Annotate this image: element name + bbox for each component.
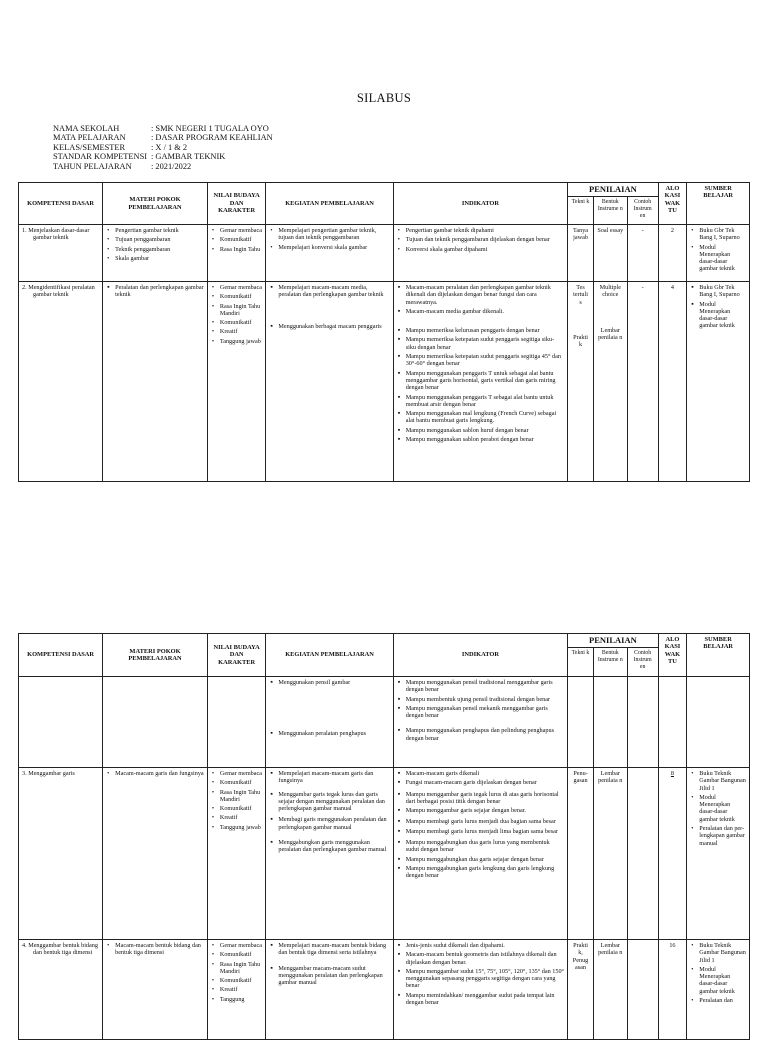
header-kegiatan: KEGIATAN PEMBELAJARAN bbox=[266, 183, 393, 225]
list-item: • Rasa Ingin Tahu Mandiri bbox=[220, 303, 263, 318]
list-item: • Pengertian gambar teknik dipahami bbox=[406, 227, 565, 234]
bentuk-cell: Multiple choice bbox=[599, 284, 621, 299]
list-item: • Gemar membaca bbox=[220, 227, 263, 234]
header-alokasi: ALO KASI WAK TU bbox=[658, 183, 687, 225]
list-item: ▪ Fungsi macam-macam garis dijelaskan dengan benar bbox=[406, 779, 565, 786]
list-item: ▪ Mampu memindahkan/ menggambar sudut pada tempat lain dengan benar bbox=[406, 992, 565, 1007]
table-row bbox=[19, 677, 750, 768]
list-item: ▪ Mampu menggunakan penggaris T sebagai alat bantu untuk membuat arsir dengan benar bbox=[406, 394, 565, 409]
list-item: • Tujuan penggambaran bbox=[115, 236, 204, 243]
info-key: KELAS/SEMESTER bbox=[53, 142, 126, 152]
list-item: • Komunikatif bbox=[220, 951, 263, 958]
list-item: • Komunikatif bbox=[220, 779, 263, 786]
list-item: • Teknik penggambaran bbox=[115, 246, 204, 253]
list-item: • Buku Teknik Gambar Bangunan Jilid 1 bbox=[699, 770, 746, 792]
list-item: • Tanggung jawab bbox=[220, 338, 263, 345]
kompetensi-text: 4. Menggambar bentuk bidang dan bentuk tiga dimensi bbox=[22, 942, 98, 957]
alokasi-cell: 2 bbox=[658, 225, 687, 282]
list-item: • Rasa Ingin Tahu bbox=[220, 246, 263, 253]
list-item: ▪ Buku Gbr Tek Bang I, Suparno bbox=[699, 284, 746, 299]
table-row bbox=[19, 225, 750, 282]
header-contoh: Contoh Instrum en bbox=[627, 648, 658, 677]
info-row bbox=[53, 162, 273, 171]
header-kompetensi: KOMPETENSI DASAR bbox=[19, 634, 103, 677]
header-materi: MATERI POKOK PEMBELAJARAN bbox=[103, 183, 208, 225]
table-row bbox=[19, 940, 750, 1040]
contoh-cell: - bbox=[627, 282, 658, 482]
alokasi-cell: 16 bbox=[658, 940, 687, 1040]
syllabus-table-page-2 bbox=[18, 633, 750, 1040]
list-item: ▪ Menggunakan peralatan penghapus bbox=[278, 730, 389, 737]
info-value: : GAMBAR TEKNIK bbox=[151, 152, 226, 162]
list-item: • Kreatif bbox=[220, 814, 263, 821]
header-penilaian: PENILAIAN bbox=[568, 634, 658, 648]
list-item: ▪ Menggunakan pensil gambar bbox=[278, 679, 389, 686]
list-item: ▪ Mampu memeriksa ketepatan sudut penggaris segitiga siku-siku dengan benar bbox=[406, 336, 565, 351]
list-item: ▪ Mampu menggambar garis tegak lurus di atas garis horisontal dari berbagai posisi titik dengan benar bbox=[406, 791, 565, 806]
list-item: • Konversi skala gambar dipahami bbox=[406, 246, 565, 253]
info-key: TAHUN PELAJARAN bbox=[53, 161, 132, 171]
info-row bbox=[53, 133, 273, 142]
list-item: ▪ Mampu menggabungkan dua garis sejajar dengan benar bbox=[406, 856, 565, 863]
list-item: ▪ Mampu memeriksa kelurusan penggaris dengan benar bbox=[406, 327, 565, 334]
list-item: • Mempelajari pengertian gambar teknik, tujuan dan teknik penggambaran bbox=[278, 227, 389, 242]
list-item: ▪ Mampu menggunakan sablon huruf dengan benar bbox=[406, 427, 565, 434]
kompetensi-text: 3. Menggambar garis bbox=[22, 770, 75, 777]
table-row bbox=[19, 768, 750, 940]
list-item: ▪ Mampu membagi garis lurus menjadi lima bagian sama besar bbox=[406, 828, 565, 835]
header-kompetensi: KOMPETENSI DASAR bbox=[19, 183, 103, 225]
list-item: ▪ Jenis-jenis sudut dikenali dan dipahami. bbox=[406, 942, 565, 949]
header-materi: MATERI POKOK PEMBELAJARAN bbox=[103, 634, 208, 677]
list-item: ▪ Mempelajari macam-macam media, peralatan dan perlengkapan gambar teknik bbox=[278, 284, 389, 299]
header-bentuk: Bentuk Instrume n bbox=[593, 197, 627, 225]
alokasi-cell: 4 bbox=[658, 282, 687, 482]
teknik-cell: Tanya jawab bbox=[568, 225, 594, 282]
list-item: • Modul Menerapkan dasar-dasar gambar teknik bbox=[699, 244, 746, 273]
list-item: • Peralatan dan per-lengkapan gambar manual bbox=[699, 825, 746, 847]
list-item: ▪ Mampu menggunakan pensil tradisional menggambar garis dengan benar bbox=[406, 679, 565, 694]
info-row bbox=[53, 124, 273, 133]
info-value: : SMK NEGERI 1 TUGALA OYO bbox=[151, 124, 269, 133]
list-item: ▪ Mampu memeriksa ketepatan sudut penggaris segitiga 45° dan 30°-60° dengan benar bbox=[406, 353, 565, 368]
header-contoh: Contoh Instrum en bbox=[627, 197, 658, 225]
header-indikator: INDIKATOR bbox=[393, 183, 568, 225]
list-item: • Kreatif bbox=[220, 328, 263, 335]
contoh-cell: - bbox=[627, 225, 658, 282]
header-nilai: NILAI BUDAYA DAN KARAKTER bbox=[207, 634, 266, 677]
list-item: ▪ Menggabungkan garis menggunakan peralatan dan perlengkapan gambar manual bbox=[278, 839, 389, 854]
school-info bbox=[53, 124, 273, 171]
bentuk-cell: Lembar penilaia n bbox=[593, 940, 627, 1040]
list-item: ▪ Mampu membentuk ujung pensil tradisional dengan benar bbox=[406, 696, 565, 703]
header-teknik: Tekni k bbox=[568, 197, 594, 225]
info-row bbox=[53, 152, 273, 161]
list-item: ▪ Mampu menggabungkan dua garis lurus yang membentuk sudut dengan benar bbox=[406, 839, 565, 854]
list-item: • Komunikatif bbox=[220, 805, 263, 812]
list-item: ▪ Macam-macam garis dikenali bbox=[406, 770, 565, 777]
list-item: • Rasa Ingin Tahu Mandiri bbox=[220, 789, 263, 804]
list-item: • Tanggung jawab bbox=[220, 824, 263, 831]
header-sumber: SUMBER BELAJAR bbox=[687, 183, 750, 225]
list-item: • Buku Teknik Gambar Bangunan Jilid 1 bbox=[699, 942, 746, 964]
list-item: ▪ Mampu menggabungkan garis lengkung dan garis lengkung dengan benar bbox=[406, 865, 565, 880]
list-item: ▪ Mampu menggunakan penggaris T untuk sebagai alat bantu menggambar garis horisontal, garis vertikal dan garis miring dengan benar bbox=[406, 370, 565, 392]
info-key: MATA PELAJARAN bbox=[53, 133, 126, 143]
list-item: ▪ Mampu menggambar garis sejajar dengan benar. bbox=[406, 807, 565, 814]
list-item: • Komunikatif bbox=[220, 236, 263, 243]
list-item: ▪ Mampu menggunakan pensil mekanik menggambar garis dengan benar bbox=[406, 705, 565, 720]
list-item: • Buku Gbr Tek Bang I, Suparno bbox=[699, 227, 746, 242]
list-item: ▪ Macam-macam peralatan dan perlengkapan gambar teknik dikenali dan dijelaskan dengan benar fungsi dan cara merawatnya. bbox=[406, 284, 565, 306]
header-kegiatan: KEGIATAN PEMBELAJARAN bbox=[266, 634, 393, 677]
list-item: • Komunikatif bbox=[220, 319, 263, 326]
info-key: STANDAR KOMPETENSI bbox=[53, 152, 148, 162]
alokasi-cell: 8 bbox=[658, 768, 687, 940]
info-row bbox=[53, 143, 273, 152]
list-item: • Tanggung bbox=[220, 996, 263, 1003]
page-title: SILABUS bbox=[356, 91, 412, 105]
list-item: • Gemar membaca bbox=[220, 284, 263, 291]
list-item: • Macam-macam bentuk bidang dan bentuk tiga dimensi bbox=[115, 942, 204, 957]
list-item: • Komunikatif bbox=[220, 977, 263, 984]
list-item: • Mempelajari konversi skala gambar bbox=[278, 244, 389, 251]
list-item: ▪ Mampu membagi garis lurus menjadi dua bagian sama besar bbox=[406, 818, 565, 825]
header-indikator: INDIKATOR bbox=[393, 634, 568, 677]
list-item: • Modul Menerapkan dasar-dasar gambar teknik bbox=[699, 794, 746, 823]
list-item: • Gemar membaca bbox=[220, 942, 263, 949]
teknik-cell: Tes tertuli s bbox=[573, 284, 588, 306]
kompetensi-text: 1. Menjelaskan dasar-dasar gambar teknik bbox=[22, 227, 90, 242]
list-item: ▪ Mampu menggambar sudut 15°, 75°, 105°, 120°, 135° dan 150° menggunakan sepasang penggaris segitiga dengan cara yang benar bbox=[406, 968, 565, 990]
info-key: NAMA SEKOLAH bbox=[53, 124, 120, 133]
list-item: ▪ Membagi garis menggunakan peralatan dan perlengkapan gambar manual bbox=[278, 816, 389, 831]
list-item: • Gemar membaca bbox=[220, 770, 263, 777]
list-item: ▪ Mempelajari macam-macam garis dan fungsinya bbox=[278, 770, 389, 785]
list-item: • Macam-macam garis dan fungsinya bbox=[115, 770, 204, 777]
info-value: : 2021/2022 bbox=[151, 161, 192, 171]
list-item: ▪ Menggambar garis tegak lurus dan garis sejajar dengan menggunakan peralatan dan perlengkapan gambar manual bbox=[278, 791, 389, 813]
list-item: • Peralatan dan bbox=[699, 997, 746, 1004]
header-penilaian: PENILAIAN bbox=[568, 183, 658, 197]
info-value: : X / 1 & 2 bbox=[151, 142, 188, 152]
list-item: ▪ Menggambar macam-macam sudut menggunakan peralatan dan perlengkapan gambar manual bbox=[278, 965, 389, 987]
list-item: • Skala gambar bbox=[115, 255, 204, 262]
kompetensi-text: 2. Mengidentifikasi peralatan gambar teknik bbox=[22, 284, 95, 299]
header-sumber: SUMBER BELAJAR bbox=[687, 634, 750, 677]
header-nilai: NILAI BUDAYA DAN KARAKTER bbox=[207, 183, 266, 225]
bentuk-cell: Soal essay bbox=[593, 225, 627, 282]
list-item: ▪ Mempelajari macam-macam bentuk bidang dan bentuk tiga dimensi serta istilahnya bbox=[278, 942, 389, 957]
teknik-cell: Penu-gasan bbox=[568, 768, 594, 940]
list-item: • Tujuan dan teknik penggambaran dijelaskan dengan benar bbox=[406, 236, 565, 243]
list-item: • Pengertian gambar teknik bbox=[115, 227, 204, 234]
list-item: ▪ Menggunakan berbagai macam penggaris bbox=[278, 323, 389, 330]
list-item: ▪ Mampu menggunakan penghapus dan pelindung penghapus dengan benar bbox=[406, 727, 565, 742]
list-item: • Rasa Ingin Tahu Mandiri bbox=[220, 961, 263, 976]
list-item: • Kreatif bbox=[220, 986, 263, 993]
header-alokasi: ALO KASI WAK TU bbox=[658, 634, 687, 677]
teknik-cell: Prakti k bbox=[573, 333, 588, 349]
info-value: : DASAR PROGRAM KEAHLIAN bbox=[151, 133, 273, 143]
table-row bbox=[19, 282, 750, 482]
list-item: ▪ Modul Menerapkan dasar-dasar gambar teknik bbox=[699, 301, 746, 330]
list-item: ▪ Mampu menggunakan sablon perabot dengan benar bbox=[406, 436, 565, 443]
header-bentuk: Bentuk Instrume n bbox=[593, 648, 627, 677]
list-item: ▪ Macam-macam media gambar dikenali. bbox=[406, 308, 565, 315]
bentuk-cell: Lembar penilaia n bbox=[593, 768, 627, 940]
list-item: ▪ Peralatan dan perlengkapan gambar teknik bbox=[115, 284, 204, 299]
bentuk-cell: Lembar penilaia n bbox=[598, 326, 623, 341]
syllabus-table-page-1 bbox=[18, 182, 750, 482]
list-item: ▪ Macam-macam bentuk geometris dan istilahnya dikenali dan dijelaskan dengan benar. bbox=[406, 951, 565, 966]
list-item: • Komunikatif bbox=[220, 293, 263, 300]
header-teknik: Tekni k bbox=[568, 648, 594, 677]
list-item: • Modul Menerapkan dasar-dasar gambar teknik bbox=[699, 966, 746, 995]
teknik-cell: Prakti k, Penug asan bbox=[568, 940, 594, 1040]
list-item: ▪ Mampu menggunakan mal lengkung (French Curve) sebagai alat bantu membuat garis lengkung. bbox=[406, 410, 565, 425]
